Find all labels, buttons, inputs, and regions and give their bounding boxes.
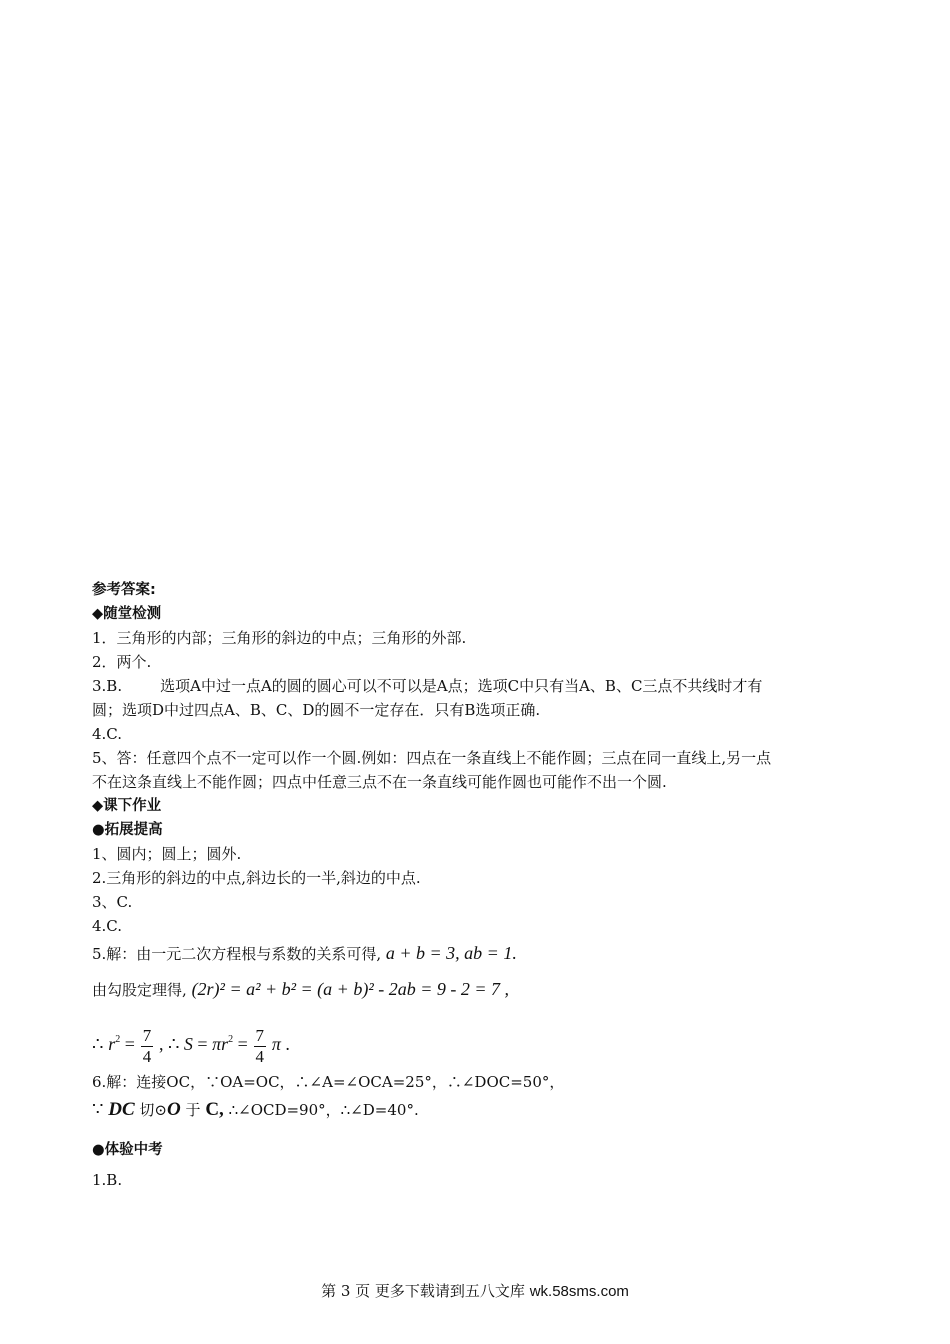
fraction-numerator: 7 — [255, 1025, 265, 1045]
pythagoras-equation: (2r)² = a² + b² = (a + b)² - 2ab = 9 - 2 = 7 , — [191, 979, 509, 999]
extension-answer-2: 2.三角形的斜边的中点,斜边长的一半,斜边的中点. — [92, 869, 421, 887]
in-class-answer-3-cont: 圆；选项D中过四点A、B、C、D的圆不一定存在．只有B选项正确. — [92, 701, 541, 719]
extension-answer-5 — [92, 938, 872, 968]
fraction-denominator: 4 — [255, 1046, 265, 1066]
in-class-answer-3 — [92, 674, 872, 698]
answer-section — [92, 578, 872, 1192]
exam-answer-1: 1.B. — [92, 1171, 123, 1189]
at-text: 于 — [185, 1101, 201, 1119]
extension-answer-5-pythagoras — [92, 968, 872, 1010]
extension-answer-1: 1、圆内；圆上；圆外. — [92, 845, 242, 863]
fraction-seven-fourths-area — [254, 1026, 267, 1067]
in-class-answer-4: 4.C. — [92, 725, 123, 743]
in-class-answer-3-label: 3.B. — [92, 677, 123, 695]
extension-answer-4: 4.C. — [92, 917, 123, 935]
extension-answer-5-text: 5.解：由一元二次方程根与系数的关系可得, — [92, 945, 382, 963]
pythagoras-text: 由勾股定理得, — [92, 981, 187, 999]
tangent-text: 切⊙ — [139, 1101, 167, 1119]
because-symbol: ∵ — [92, 1099, 104, 1119]
r-squared: $r^2$ = — [108, 1034, 135, 1054]
segment-dc: DC — [108, 1099, 135, 1120]
footer-page-text: 第 3 页 更多下载请到五八文库 — [321, 1282, 525, 1300]
in-class-answer-5-cont: 不在这条直线上不能作圆；四点中任意三点不在一条直线可能作圆也可能作不出一个圆. — [92, 773, 667, 791]
section-extension: ●拓展提高 — [92, 822, 163, 838]
extension-answer-5-result — [92, 1010, 872, 1070]
answers-title: 参考答案: — [92, 582, 156, 598]
circle-o: O — [167, 1099, 181, 1120]
fraction-numerator: 7 — [142, 1025, 152, 1045]
section-in-class-test: ◆随堂检测 — [92, 606, 162, 622]
vieta-equation: a + b = 3, ab = 1. — [385, 943, 517, 963]
fraction-denominator: 4 — [142, 1046, 152, 1066]
section-homework: ◆课下作业 — [92, 798, 162, 814]
area-expression: , ∴ $S = \pi r^2$ = — [158, 1034, 248, 1054]
in-class-answer-3-text: 选项A中过一点A的圆的圆心可以不可以是A点；选项C中只有当A、B、C三点不共线时才有 — [160, 677, 763, 695]
in-class-answer-1: 1．三角形的内部；三角形的斜边的中点；三角形的外部. — [92, 629, 467, 647]
point-c: C, — [205, 1099, 224, 1120]
extension-answer-3: 3、C. — [92, 893, 133, 911]
extension-answer-6: 6.解：连接OC，∵OA=OC，∴∠A=∠OCA=25°，∴∠DOC=50°， — [92, 1073, 565, 1091]
footer-site-link[interactable]: wk.58sms.com — [529, 1283, 629, 1300]
fraction-seven-fourths — [141, 1026, 154, 1067]
in-class-answer-5: 5、答：任意四个点不一定可以作一个圆.例如：四点在一条直线上不能作圆；三点在同一直线上,另一点 — [92, 749, 772, 767]
section-exam: ●体验中考 — [92, 1142, 163, 1158]
pi-symbol: π . — [271, 1034, 290, 1054]
therefore-symbol: ∴ — [92, 1034, 104, 1054]
page-footer — [0, 1280, 950, 1301]
angle-result: ∴∠OCD=90°，∴∠D=40°. — [228, 1101, 419, 1119]
in-class-answer-2: 2．两个. — [92, 653, 152, 671]
extension-answer-6-cont — [92, 1094, 872, 1124]
